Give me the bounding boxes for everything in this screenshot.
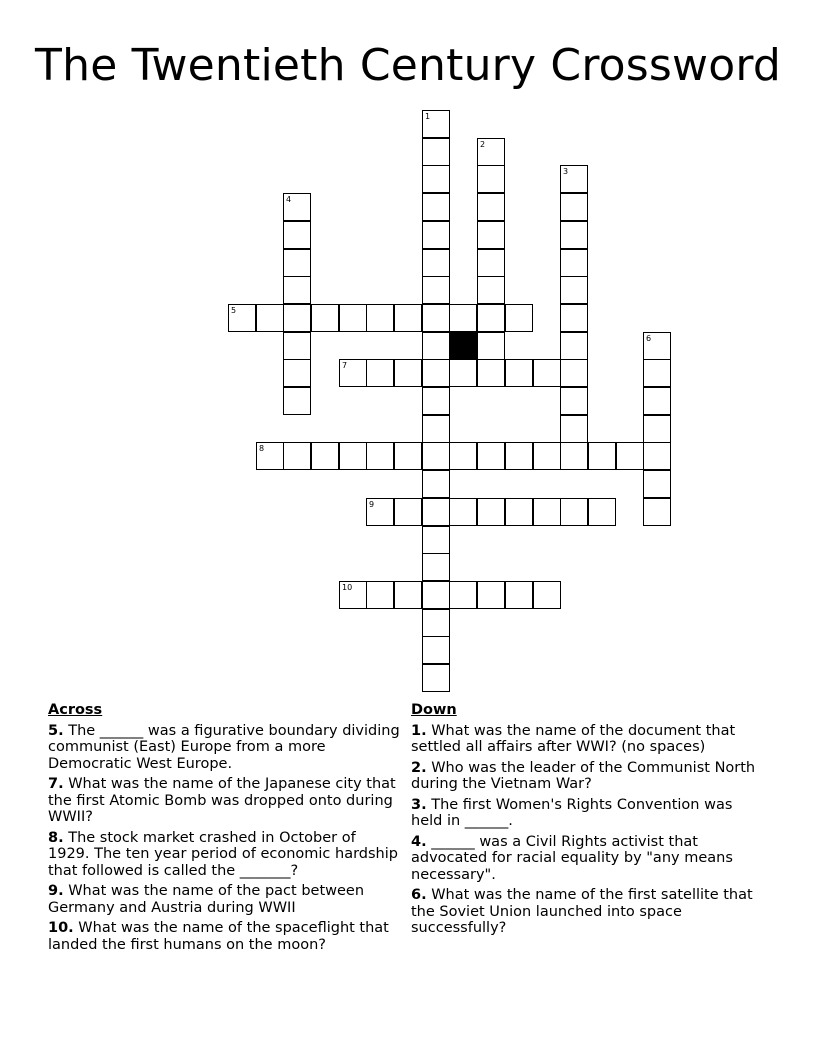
grid-cell[interactable] bbox=[560, 387, 588, 415]
grid-cell[interactable] bbox=[477, 221, 505, 249]
cell-number: 8 bbox=[259, 444, 265, 453]
clue-text: The stock market crashed in October of 1929. The ten year period of economic hardship that followed is called the _______? bbox=[48, 829, 398, 879]
grid-cell[interactable] bbox=[560, 332, 588, 360]
grid-cell[interactable] bbox=[477, 193, 505, 221]
grid-cell[interactable] bbox=[422, 636, 450, 664]
grid-cell[interactable] bbox=[505, 304, 533, 332]
grid-cell[interactable] bbox=[477, 332, 505, 360]
grid-cell[interactable] bbox=[283, 359, 311, 387]
grid-cell[interactable] bbox=[422, 526, 450, 554]
grid-cell[interactable] bbox=[477, 138, 505, 166]
cell-number: 6 bbox=[646, 334, 652, 343]
clue-number: 7. bbox=[48, 776, 64, 792]
grid-cell[interactable] bbox=[533, 498, 561, 526]
grid-cell[interactable] bbox=[228, 304, 256, 332]
clue-number: 4. bbox=[411, 833, 427, 850]
grid-cell[interactable] bbox=[477, 304, 505, 332]
grid-cell[interactable] bbox=[422, 664, 450, 692]
grid-cell[interactable] bbox=[477, 359, 505, 387]
grid-cell[interactable] bbox=[449, 359, 477, 387]
clue-down-1 bbox=[411, 723, 761, 756]
clue-text: What was the name of the pact between Germany and Austria during WWII bbox=[48, 883, 365, 916]
grid-cell[interactable] bbox=[422, 276, 450, 304]
grid-cell[interactable] bbox=[283, 304, 311, 332]
grid-cell[interactable] bbox=[339, 442, 367, 470]
cell-number: 10 bbox=[342, 583, 353, 592]
grid-cell[interactable] bbox=[449, 442, 477, 470]
grid-cell[interactable] bbox=[477, 498, 505, 526]
clue-down-6 bbox=[411, 887, 761, 937]
clue-text: What was the name of the first satellite that the Soviet Union launched into space successfully? bbox=[411, 887, 753, 936]
grid-cell[interactable] bbox=[422, 304, 450, 332]
grid-cell[interactable] bbox=[560, 304, 588, 332]
down-heading: Down bbox=[411, 702, 457, 718]
across-heading: Across bbox=[48, 702, 103, 718]
clue-text: What was the name of the Japanese city that the first Atomic Bomb was dropped onto during WWII? bbox=[48, 776, 396, 825]
grid-cell[interactable] bbox=[477, 249, 505, 277]
cell-number: 9 bbox=[369, 500, 375, 509]
grid-cell[interactable] bbox=[422, 359, 450, 387]
grid-cell[interactable] bbox=[422, 193, 450, 221]
grid-cell[interactable] bbox=[477, 276, 505, 304]
clue-down-3 bbox=[411, 797, 761, 830]
grid-cell[interactable] bbox=[422, 332, 450, 360]
grid-cell[interactable] bbox=[533, 442, 561, 470]
cell-number: 1 bbox=[425, 112, 431, 121]
grid-cell[interactable] bbox=[422, 470, 450, 498]
clue-across-10 bbox=[48, 920, 400, 953]
grid-cell[interactable] bbox=[560, 276, 588, 304]
grid-cell[interactable] bbox=[394, 304, 422, 332]
grid-cell[interactable] bbox=[560, 249, 588, 277]
grid-cell[interactable] bbox=[643, 442, 671, 470]
grid-cell[interactable] bbox=[366, 498, 394, 526]
grid-cell[interactable] bbox=[366, 359, 394, 387]
grid-cell[interactable] bbox=[394, 359, 422, 387]
grid-cell[interactable] bbox=[560, 415, 588, 443]
grid-cell[interactable] bbox=[256, 442, 284, 470]
clue-number: 9. bbox=[48, 883, 64, 899]
grid-cell[interactable] bbox=[422, 581, 450, 609]
grid-cell[interactable] bbox=[505, 442, 533, 470]
grid-cell[interactable] bbox=[643, 387, 671, 415]
grid-cell[interactable] bbox=[311, 442, 339, 470]
grid-cell[interactable] bbox=[422, 165, 450, 193]
grid-cell[interactable] bbox=[643, 470, 671, 498]
grid-cell[interactable] bbox=[422, 110, 450, 138]
grid-cell[interactable] bbox=[643, 415, 671, 443]
grid-cell[interactable] bbox=[533, 581, 561, 609]
clue-across-8 bbox=[48, 830, 400, 880]
grid-cell[interactable] bbox=[560, 442, 588, 470]
down-clues bbox=[411, 702, 761, 941]
grid-cell[interactable] bbox=[422, 498, 450, 526]
grid-cell[interactable] bbox=[588, 498, 616, 526]
clue-number: 8. bbox=[48, 829, 64, 846]
clue-number: 1. bbox=[411, 722, 427, 739]
grid-cell[interactable] bbox=[533, 359, 561, 387]
clue-number: 2. bbox=[411, 759, 427, 776]
grid-cell[interactable] bbox=[283, 387, 311, 415]
grid-cell[interactable] bbox=[449, 498, 477, 526]
grid-cell[interactable] bbox=[560, 165, 588, 193]
cell-number: 5 bbox=[231, 306, 237, 315]
grid-cell[interactable] bbox=[422, 442, 450, 470]
grid-cell[interactable] bbox=[394, 581, 422, 609]
grid-cell[interactable] bbox=[449, 581, 477, 609]
grid-cell[interactable] bbox=[283, 249, 311, 277]
grid-cell[interactable] bbox=[643, 498, 671, 526]
cell-number: 4 bbox=[286, 195, 292, 204]
grid-cell[interactable] bbox=[422, 221, 450, 249]
cell-number: 7 bbox=[342, 361, 348, 370]
clue-across-9 bbox=[48, 883, 400, 916]
grid-cell[interactable] bbox=[560, 221, 588, 249]
grid-cell[interactable] bbox=[477, 581, 505, 609]
clue-across-5 bbox=[48, 723, 400, 773]
clue-down-4 bbox=[411, 834, 761, 884]
grid-cell[interactable] bbox=[505, 359, 533, 387]
clue-number: 6. bbox=[411, 887, 427, 903]
clue-text: Who was the leader of the Communist North during the Vietnam War? bbox=[411, 759, 756, 792]
grid-cell[interactable] bbox=[311, 304, 339, 332]
grid-cell[interactable] bbox=[256, 304, 284, 332]
grid-cell[interactable] bbox=[505, 581, 533, 609]
clue-text: The first Women's Rights Convention was held in ______. bbox=[411, 796, 733, 829]
grid-cell[interactable] bbox=[283, 442, 311, 470]
grid-cell[interactable] bbox=[283, 193, 311, 221]
clue-text: The ______ was a figurative boundary dividing communist (East) Europe from a more Democratic West Europe. bbox=[48, 722, 400, 772]
grid-cell[interactable] bbox=[339, 359, 367, 387]
grid-cell[interactable] bbox=[283, 276, 311, 304]
grid-cell[interactable] bbox=[366, 581, 394, 609]
grid-cell[interactable] bbox=[560, 193, 588, 221]
black-cell bbox=[449, 332, 477, 360]
grid-cell[interactable] bbox=[588, 442, 616, 470]
grid-cell[interactable] bbox=[422, 138, 450, 166]
clue-number: 3. bbox=[411, 796, 427, 813]
grid-cell[interactable] bbox=[560, 498, 588, 526]
grid-cell[interactable] bbox=[339, 581, 367, 609]
grid-cell[interactable] bbox=[422, 609, 450, 637]
clue-across-7 bbox=[48, 776, 400, 826]
cell-number: 2 bbox=[480, 140, 486, 149]
clue-text: What was the name of the document that settled all affairs after WWI? (no spaces) bbox=[411, 722, 736, 755]
grid-cell[interactable] bbox=[283, 332, 311, 360]
grid-cell[interactable] bbox=[422, 387, 450, 415]
grid-cell[interactable] bbox=[422, 553, 450, 581]
grid-cell[interactable] bbox=[477, 165, 505, 193]
grid-cell[interactable] bbox=[616, 442, 644, 470]
grid-cell[interactable] bbox=[339, 304, 367, 332]
grid-cell[interactable] bbox=[643, 359, 671, 387]
grid-cell[interactable] bbox=[422, 249, 450, 277]
across-clues bbox=[48, 702, 400, 957]
clue-text: ______ was a Civil Rights activist that advocated for racial equality by "any means necessary". bbox=[411, 833, 733, 883]
grid-cell[interactable] bbox=[283, 221, 311, 249]
grid-cell[interactable] bbox=[643, 332, 671, 360]
grid-cell[interactable] bbox=[394, 498, 422, 526]
grid-cell[interactable] bbox=[366, 304, 394, 332]
grid-cell[interactable] bbox=[394, 442, 422, 470]
clue-number: 10. bbox=[48, 920, 74, 936]
clue-text: What was the name of the spaceflight that landed the first humans on the moon? bbox=[48, 920, 389, 953]
grid-cell[interactable] bbox=[505, 498, 533, 526]
clue-down-2 bbox=[411, 760, 761, 793]
grid-cell[interactable] bbox=[366, 442, 394, 470]
page-title: The Twentieth Century Crossword bbox=[35, 40, 781, 91]
cell-number: 3 bbox=[563, 167, 569, 176]
clue-number: 5. bbox=[48, 722, 64, 739]
grid-cell[interactable] bbox=[449, 304, 477, 332]
grid-cell[interactable] bbox=[422, 415, 450, 443]
grid-cell[interactable] bbox=[477, 442, 505, 470]
grid-cell[interactable] bbox=[560, 359, 588, 387]
